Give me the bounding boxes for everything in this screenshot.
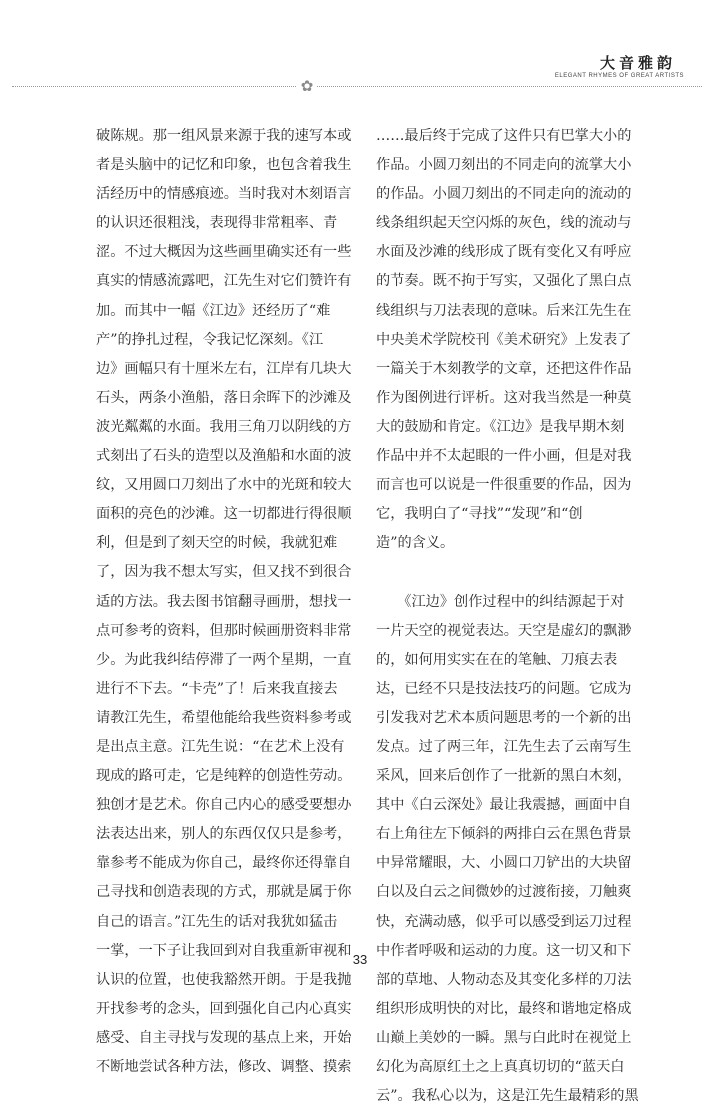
page-number: 33 [352,952,368,967]
text-line: 的作品。小圆刀刻出的不同走向的流动的 [376,186,632,203]
text-line: 不断地尝试各种方法，修改、调整、摸索 [96,1059,352,1075]
text-line: 部的草地、人物动态及其变化多样的刀法 [376,971,632,988]
text-line: 达，已经不只是技法技巧的问题。它成为 [376,680,632,697]
text-line: 靠参考不能成为你自己，最终你还得靠自 [96,855,352,872]
text-line: 者是头脑中的记忆和印象，也包含着我生 [96,157,352,174]
text-line: 线组织与刀法表现的意味。后来江先生在 [376,302,632,319]
text-line: 它，我明白了“寻找”“发现”和“创 [376,506,583,523]
text-line: 了，因为我不想太写实，但又找不到很合 [96,564,352,581]
text-line: 进行不下去。“卡壳”了！后来我直接去 [96,680,338,697]
text-line: 幻化为高原红土之上真真切切的“蓝天白 [376,1059,625,1075]
text-line: 面积的亮色的沙滩。这一切都进行得很顺 [96,506,352,523]
text-line: 式刻出了石头的造型以及渔船和水面的波 [96,448,352,465]
text-line: 点可参考的资料，但那时候画册资料非常 [96,622,352,639]
text-line: 破陈规。那一组风景来源于我的速写本或 [96,128,352,144]
text-line: 一片天空的视觉表达。天空是虚幻的飘渺 [376,622,632,639]
text-line: 其中《白云深处》最让我震撼，画面中自 [376,797,632,814]
text-line: 的，如何用实实在在的笔触、刀痕去表 [376,651,618,668]
text-line: 作品。小圆刀刻出的不同走向的流掌大小 [376,157,632,174]
text-line: 真实的情感流露吧，江先生对它们赞许有 [96,273,352,290]
text-line: 利，但是到了刻天空的时候，我就犯难 [96,535,338,552]
text-line: 波光粼粼的水面。我用三角刀以阴线的方 [96,418,352,435]
flower-ornament-icon: ✿ [297,76,317,96]
text-line: 《江边》创作过程中的纠结源起于对 [376,593,625,610]
text-line: 感受、自主寻找与发现的基点上来，开始 [96,1029,352,1046]
text-line: 云”。我私心以为，这是江先生最精彩的黑 [376,1088,639,1105]
text-line: 快，充满动感，似乎可以感受到运刀过程 [376,913,632,930]
text-line: 一篇关于木刻教学的文章，还把这件作品 [376,360,632,377]
text-line: 边》画幅只有十厘米左右，江岸有几块大 [96,360,352,377]
text-line: 独创才是艺术。你自己内心的感受要想办 [96,797,352,814]
text-line: 而言也可以说是一件很重要的作品，因为 [376,477,632,494]
text-line: 山巅上美妙的一瞬。黑与白此时在视觉上 [376,1029,632,1046]
text-line: 中作者呼吸和运动的力度。这一切又和下 [376,942,632,959]
header-title: 大音雅韵 [599,54,676,72]
text-line: 一掌，一下子让我回到对自我重新审视和 [96,942,352,959]
text-line: ……最后终于完成了这件只有巴掌大小的 [376,128,632,144]
text-line: 适的方法。我去图书馆翻寻画册，想找一 [96,593,352,610]
text-line: 纹，又用圆口刀刻出了水中的光斑和较大 [96,477,352,494]
text-line: 认识的位置，也使我豁然开朗。于是我抛 [96,971,352,988]
text-line: 加。而其中一幅《江边》还经历了“难 [96,302,331,319]
text-line: 大的鼓励和肯定。《江边》是我早期木刻 [376,418,625,435]
text-line: 的认识还很粗浅，表现得非常粗率、青 [96,215,338,232]
text-line: 开找参考的念头，回到强化自己内心真实 [96,1000,352,1017]
text-line: 少。为此我纠结停滞了一两个星期，一直 [96,651,352,668]
text-line [376,558,646,587]
left-text-column [96,122,366,1082]
header-divider-line [12,86,702,87]
text-line: 中异常耀眼，大、小圆口刀铲出的大块留 [376,855,632,872]
text-line: 作为图例进行评析。这对我当然是一种莫 [376,389,632,406]
text-line: 现成的路可走，它是纯粹的创造性劳动。 [96,768,352,785]
text-line: 线条组织起天空闪烁的灰色，线的流动与 [376,215,632,232]
text-line: 涩。不过大概因为这些画里确实还有一些 [96,244,352,261]
text-line: 右上角往左下倾斜的两排白云在黑色背景 [376,826,632,843]
text-line: 法表达出来，别人的东西仅仅只是参考， [96,826,352,843]
text-line: 活经历中的情感痕迹。当时我对木刻语言 [96,186,352,203]
text-line: 作品中并不太起眼的一件小画，但是对我 [376,448,632,465]
text-line: 水面及沙滩的线形成了既有变化又有呼应 [376,244,632,261]
text-line: 发点。过了两三年，江先生去了云南写生 [376,738,632,755]
text-line: 己寻找和创造表现的方式，那就是属于你 [96,884,352,901]
text-line: 中央美术学院校刊《美术研究》上发表了 [376,331,632,348]
text-line: 组织形成明快的对比，最终和谐地定格成 [376,1000,632,1017]
text-line: 石头，两条小渔船，落日余晖下的沙滩及 [96,389,352,406]
text-line: 的节奏。既不拘于写实，又强化了黑白点 [376,273,632,290]
text-line: 自己的语言。”江先生的话对我犹如猛击 [96,913,338,930]
header-subtitle: ELEGANT RHYMES OF GREAT ARTISTS [554,73,684,79]
text-line: 白以及白云之间微妙的过渡衔接，刀触爽 [376,884,632,901]
text-line: 产”的挣扎过程，令我记忆深刻。《江 [96,331,324,348]
text-line: 请教江先生，希望他能给我些资料参考或 [96,709,352,726]
text-line: 造”的含义。 [376,535,455,552]
text-line: 引发我对艺术本质问题思考的一个新的出 [376,709,632,726]
text-line: 是出点主意。江先生说：“在艺术上没有 [96,738,345,755]
text-line: 采风，回来后创作了一批新的黑白木刻， [376,768,632,785]
